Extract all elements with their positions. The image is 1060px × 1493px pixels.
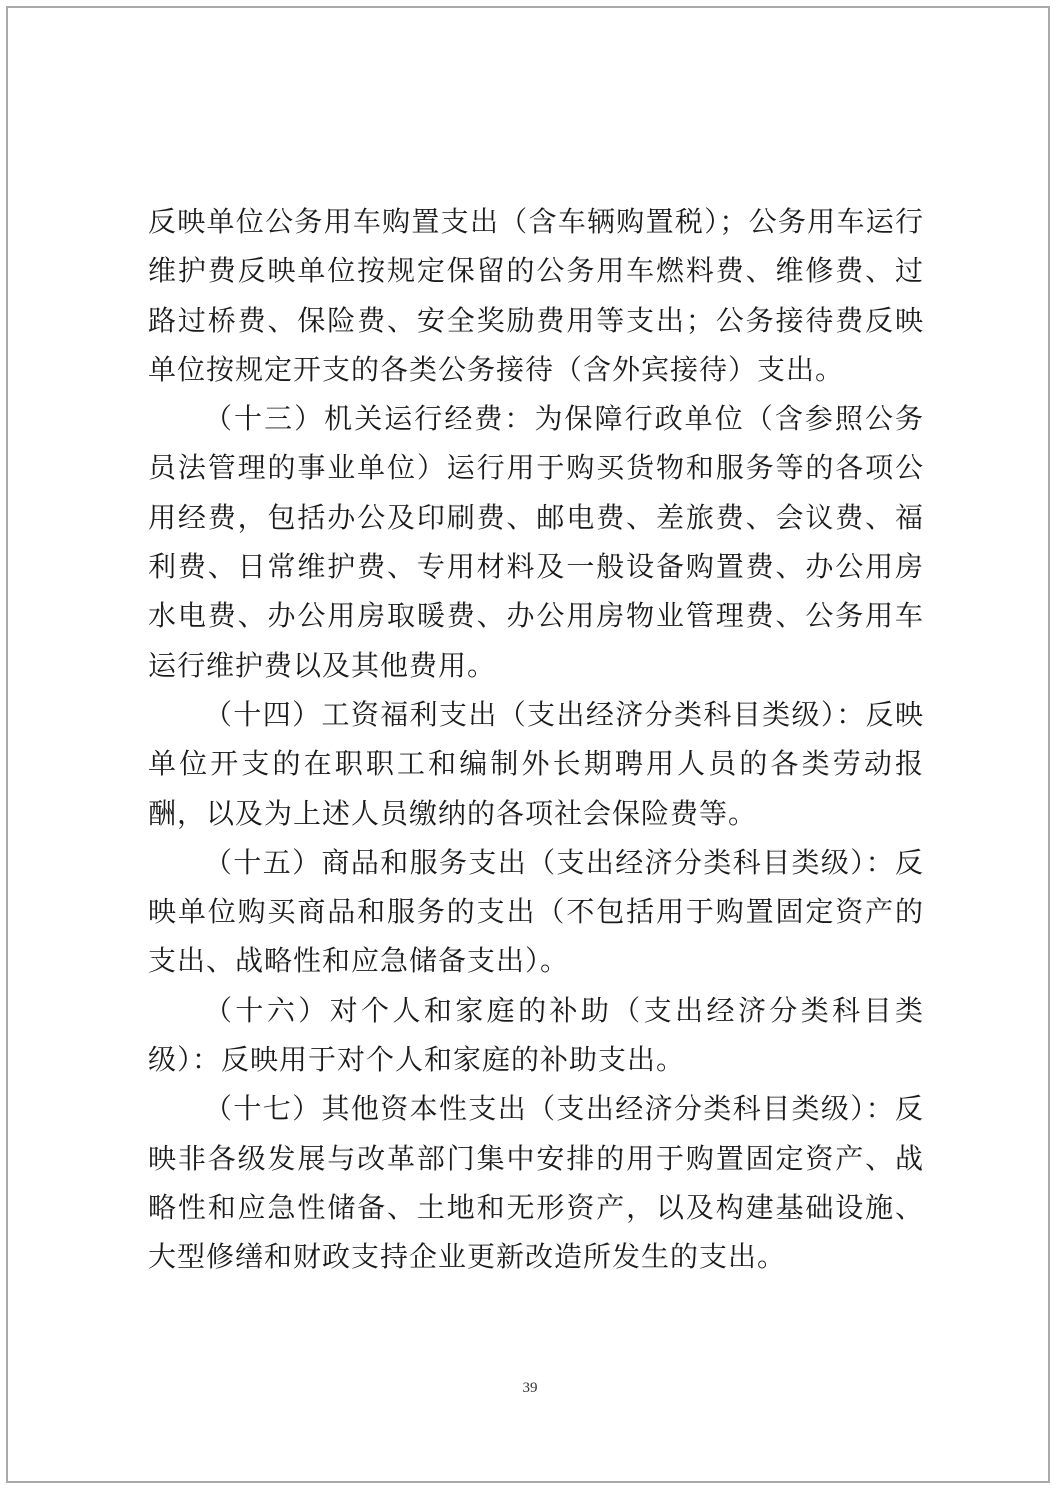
paragraph-section-16: （十六）对个人和家庭的补助（支出经济分类科目类级）：反映用于对个人和家庭的补助支出。 [148, 993, 924, 1077]
paragraph-section-15: （十五）商品和服务支出（支出经济分类科目类级）：反映单位购买商品和服务的支出（不包括用于购置固定资产的支出、战略性和应急储备支出）。 [148, 845, 924, 978]
page-number: 39 [522, 1380, 538, 1396]
paragraph-section-13: （十三）机关运行经费：为保障行政单位（含参照公务员法管理的事业单位）运行用于购买货物和服务等的各项公用经费，包括办公及印刷费、邮电费、差旅费、会议费、福利费、日常维护费、专用材料及一般设备购置费、办公用房水电费、办公用房取暖费、办公用房物业管理费、公务用车运行维护费以及其他费用。 [148, 402, 924, 682]
paragraph-continuation: 反映单位公务用车购置支出（含车辆购置税）；公务用车运行维护费反映单位按规定保留的公务用车燃料费、维修费、过路过桥费、保险费、安全奖励费用等支出；公务接待费反映单位按规定开支的各类公务接待（含外宾接待）支出。 [148, 205, 924, 386]
paragraph-section-17: （十七）其他资本性支出（支出经济分类科目类级）：反映非各级发展与改革部门集中安排的用于购置固定资产、战略性和应急性储备、土地和无形资产，以及构建基础设施、大型修缮和财政支持企业更新改造所发生的支出。 [148, 1092, 924, 1274]
paragraph-section-14: （十四）工资福利支出（支出经济分类科目类级）：反映单位开支的在职职工和编制外长期聘用人员的各类劳动报酬，以及为上述人员缴纳的各项社会保险费等。 [148, 697, 924, 830]
document-body [148, 197, 924, 1282]
